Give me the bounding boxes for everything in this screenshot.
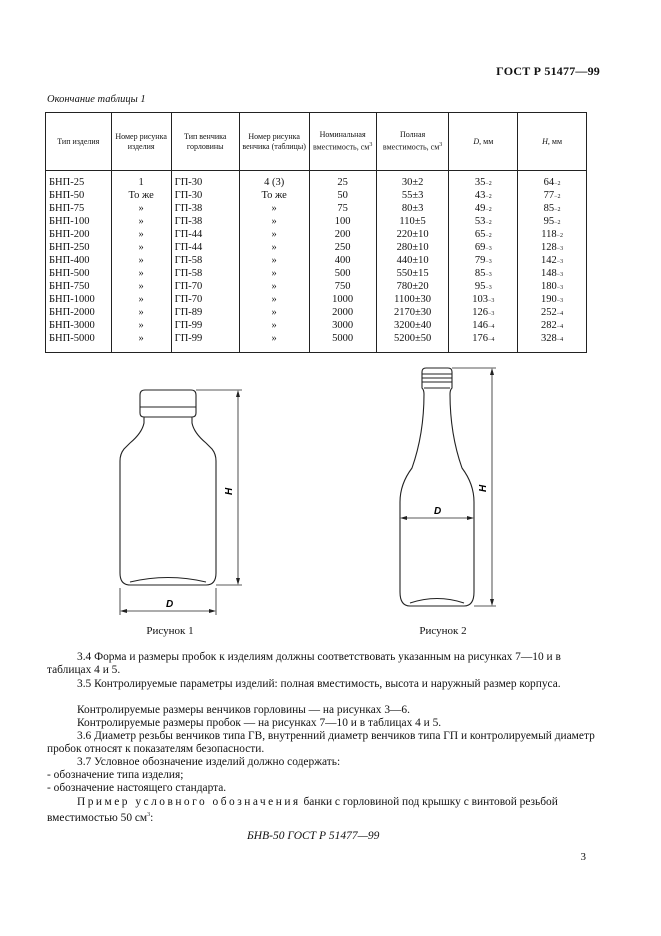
paragraph-3-5-neck: Контролируемые размеры венчиков горловины — на рисунках 3—6.: [77, 704, 410, 716]
cell-h: [518, 216, 587, 229]
cell-full-value: 30±2: [401, 177, 424, 188]
cell-figure-value: »: [138, 203, 144, 214]
cell-neck-type: [171, 281, 239, 294]
cell-type: [46, 229, 112, 242]
cell-type-value: БНП-5000: [49, 333, 95, 344]
cell-nominal-value: 3000: [332, 320, 354, 331]
paragraph-3-6: 3.6 Диаметр резьбы венчиков типа ГВ, внутренний диаметр венчиков типа ГП и контролируемый диаметр пробок относят к показателям безопасности.: [47, 730, 595, 755]
cell-figure-value: »: [138, 242, 144, 253]
cell-neck-figure: [239, 255, 309, 268]
cell-neck-type: [171, 333, 239, 353]
cell-h-tolerance: −4: [556, 311, 564, 317]
cell-full-value: 440±10: [396, 255, 429, 266]
cell-figure: [111, 171, 171, 191]
cell-nominal: [309, 320, 376, 333]
example-lead: Пример условного обозначения: [77, 796, 301, 808]
cell-h-tolerance: −3: [556, 246, 564, 252]
cell-h-value: 118: [541, 229, 557, 240]
cell-neck-type-value: ГП-38: [174, 216, 203, 227]
cell-neck-type-value: ГП-99: [174, 333, 203, 344]
cell-h-tolerance: −2: [554, 220, 561, 226]
cell-d: [449, 281, 518, 294]
table-row: [46, 229, 587, 242]
cell-h: [518, 333, 587, 353]
cell-type-value: БНП-1000: [49, 294, 95, 305]
cell-h-tolerance: −2: [554, 194, 561, 200]
cell-type-value: БНП-3000: [49, 320, 95, 331]
cell-full-value: 5200±50: [393, 333, 432, 344]
cell-figure: [111, 320, 171, 333]
cell-nominal: [309, 307, 376, 320]
cell-d-tolerance: −2: [485, 220, 492, 226]
cell-neck-type-value: ГП-58: [174, 268, 203, 279]
cell-neck-type-value: ГП-58: [174, 255, 203, 266]
col-header-type: Тип изделия: [46, 113, 112, 171]
example-sup: 3: [147, 812, 151, 818]
paragraph-3-5: 3.5 Контролируемые параметры изделий: полная вместимость, высота и наружный размер корпуса.: [77, 678, 561, 690]
col-header-nominal: Номинальная вместимость, $см^3$: [309, 113, 376, 171]
figure-1-drawing: [108, 385, 258, 625]
cell-figure: [111, 203, 171, 216]
cell-h-value: 64: [543, 177, 555, 188]
cell-d: [449, 242, 518, 255]
cell-nominal: [309, 229, 376, 242]
cell-type-value: БНП-2000: [49, 307, 95, 318]
cell-d: [449, 190, 518, 203]
cell-nominal-value: 25: [337, 177, 348, 188]
cell-d: [449, 333, 518, 353]
cell-neck-figure-value: »: [271, 255, 277, 266]
cell-d-tolerance: −4: [487, 337, 495, 343]
cell-neck-figure-value: »: [271, 281, 277, 292]
cell-figure-value: »: [138, 255, 144, 266]
cell-figure-value: 1: [138, 177, 144, 188]
cell-h-tolerance: −3: [556, 285, 564, 291]
paragraph-3-5-caps: Контролируемые размеры пробок — на рисунках 7—10 и в таблицах 4 и 5.: [77, 717, 442, 729]
cell-neck-type-value: ГП-44: [174, 242, 203, 253]
table-row: [46, 190, 587, 203]
cell-type-value: БНП-500: [49, 268, 90, 279]
cell-neck-figure-value: »: [271, 203, 277, 214]
cell-neck-type-value: ГП-44: [174, 229, 203, 240]
cell-nominal: [309, 190, 376, 203]
cell-full: [376, 229, 449, 242]
cell-h-value: 128: [541, 242, 557, 253]
cell-neck-figure: [239, 216, 309, 229]
cell-full-value: 2170±30: [393, 307, 432, 318]
cell-type-value: БНП-25: [49, 177, 85, 188]
cell-d-value: 146: [472, 320, 488, 331]
cell-full: [376, 320, 449, 333]
cell-h-value: 190: [541, 294, 557, 305]
cell-neck-type-value: ГП-70: [174, 281, 203, 292]
table-row: [46, 203, 587, 216]
cell-d-tolerance: −3: [487, 298, 495, 304]
table-row: [46, 171, 587, 191]
table-row: [46, 294, 587, 307]
cell-type: [46, 190, 112, 203]
table-row: [46, 333, 587, 353]
cell-d-tolerance: −3: [487, 311, 495, 317]
col-header-figure: Номер рисунка изделия: [111, 113, 171, 171]
cell-h: [518, 171, 587, 191]
example-designation: БНВ-50 ГОСТ Р 51477—99: [247, 830, 380, 842]
cell-d: [449, 307, 518, 320]
bottle-1-outline: [120, 390, 216, 585]
cell-neck-type: [171, 171, 239, 191]
cell-full: [376, 333, 449, 353]
cell-d-tolerance: −2: [485, 194, 492, 200]
dim-h-label: H: [224, 487, 235, 495]
cell-d-tolerance: −3: [485, 285, 492, 291]
cell-figure-value: »: [138, 320, 144, 331]
cell-d: [449, 294, 518, 307]
cell-full-value: 220±10: [396, 229, 429, 240]
cell-d-value: 65: [474, 229, 486, 240]
cell-neck-figure-value: »: [271, 307, 277, 318]
figure-1-caption: Рисунок 1: [146, 625, 194, 637]
cell-type-value: БНП-75: [49, 203, 85, 214]
cell-neck-type-value: ГП-30: [174, 177, 203, 188]
cell-d: [449, 171, 518, 191]
table-header-row: [46, 113, 587, 171]
cell-type: [46, 320, 112, 333]
cell-d-tolerance: −3: [485, 259, 492, 265]
cell-neck-figure: [239, 268, 309, 281]
cell-figure-value: »: [138, 333, 144, 344]
table-caption: Окончание таблицы 1: [47, 94, 146, 105]
cell-full: [376, 171, 449, 191]
cell-nominal: [309, 242, 376, 255]
cell-h-tolerance: −2: [554, 181, 561, 187]
cell-d-tolerance: −2: [485, 207, 492, 213]
page-number: 3: [580, 851, 586, 863]
cell-figure: [111, 216, 171, 229]
cell-h-tolerance: −4: [556, 324, 564, 330]
cell-d: [449, 268, 518, 281]
cell-h: [518, 294, 587, 307]
cell-full: [376, 203, 449, 216]
cell-figure: [111, 229, 171, 242]
cell-type: [46, 268, 112, 281]
cell-d-tolerance: −2: [485, 233, 492, 239]
cell-neck-figure: [239, 190, 309, 203]
cell-nominal-value: 2000: [332, 307, 354, 318]
cell-d-tolerance: −4: [487, 324, 495, 330]
cell-neck-figure-value: »: [271, 268, 277, 279]
cell-figure-value: »: [138, 281, 144, 292]
cell-neck-figure-value: 4 (3): [264, 177, 285, 188]
cell-type: [46, 307, 112, 320]
figure-2-caption: Рисунок 2: [419, 625, 467, 637]
cell-nominal-value: 1000: [332, 294, 354, 305]
cell-neck-figure: [239, 171, 309, 191]
cell-d-value: 79: [474, 255, 486, 266]
cell-d-value: 49: [474, 203, 486, 214]
table-row: [46, 307, 587, 320]
cell-type: [46, 255, 112, 268]
cell-figure-value: »: [138, 294, 144, 305]
cell-nominal: [309, 171, 376, 191]
figure-2-drawing: [370, 364, 510, 612]
cell-neck-figure: [239, 333, 309, 353]
cell-neck-figure: [239, 242, 309, 255]
cell-neck-type: [171, 229, 239, 242]
cell-type: [46, 333, 112, 353]
cell-nominal-value: 75: [337, 203, 348, 214]
cell-figure: [111, 255, 171, 268]
spec-table: [45, 112, 587, 353]
cell-h-value: 328: [541, 333, 557, 344]
col-header-h: H, мм: [518, 113, 587, 171]
cell-figure: [111, 294, 171, 307]
cell-type: [46, 242, 112, 255]
cell-full-value: 110±5: [399, 216, 426, 227]
cell-d-value: 35: [474, 177, 486, 188]
cell-neck-figure: [239, 229, 309, 242]
list-item: - обозначение типа изделия;: [47, 769, 184, 781]
cell-type-value: БНП-50: [49, 190, 85, 201]
cell-full-value: 780±20: [396, 281, 429, 292]
paragraph-3-7: 3.7 Условное обозначение изделий должно содержать:: [77, 756, 341, 768]
cell-d-value: 85: [474, 268, 486, 279]
cell-type-value: БНП-100: [49, 216, 90, 227]
cell-neck-type: [171, 242, 239, 255]
cell-full: [376, 242, 449, 255]
cell-nominal: [309, 294, 376, 307]
cell-neck-type: [171, 320, 239, 333]
cell-full-value: 280±10: [396, 242, 429, 253]
cell-h-value: 148: [541, 268, 557, 279]
cell-full-value: 550±15: [396, 268, 429, 279]
cell-full: [376, 255, 449, 268]
cell-type: [46, 281, 112, 294]
table-row: [46, 242, 587, 255]
col-header-neck-figure: Номер рисунка венчика (таблицы): [239, 113, 309, 171]
cell-neck-type: [171, 255, 239, 268]
cell-type: [46, 171, 112, 191]
cell-figure: [111, 281, 171, 294]
cell-neck-type: [171, 268, 239, 281]
cell-nominal-value: 100: [334, 216, 351, 227]
cell-d-value: 126: [472, 307, 488, 318]
cell-neck-figure-value: »: [271, 294, 277, 305]
cell-type: [46, 203, 112, 216]
cell-nominal-value: 200: [334, 229, 351, 240]
cell-figure-value: »: [138, 307, 144, 318]
cell-figure-value: То же: [128, 190, 154, 201]
cell-full: [376, 307, 449, 320]
cell-d-tolerance: −3: [485, 246, 492, 252]
cell-neck-type-value: ГП-89: [174, 307, 203, 318]
cell-full: [376, 268, 449, 281]
cell-h: [518, 255, 587, 268]
table-row: [46, 268, 587, 281]
cell-neck-figure: [239, 294, 309, 307]
cell-d-value: 103: [472, 294, 488, 305]
cell-d: [449, 320, 518, 333]
cell-d-value: 43: [474, 190, 486, 201]
cell-full-value: 55±3: [401, 190, 424, 201]
cell-h-tolerance: −2: [556, 233, 563, 239]
bottle-2-outline: [400, 368, 474, 606]
cell-nominal-value: 500: [334, 268, 351, 279]
cell-h-value: 142: [541, 255, 557, 266]
cell-neck-type: [171, 294, 239, 307]
cell-neck-figure: [239, 307, 309, 320]
cell-full: [376, 294, 449, 307]
cell-h: [518, 190, 587, 203]
cell-h: [518, 203, 587, 216]
cell-type-value: БНП-200: [49, 229, 90, 240]
cell-nominal: [309, 203, 376, 216]
cell-figure: [111, 333, 171, 353]
cell-figure: [111, 242, 171, 255]
paragraph-3-4: 3.4 Форма и размеры пробок к изделиям должны соответствовать указанным на рисунках 7—10 и в таблицах 4 и 5.: [47, 651, 561, 676]
cell-h-value: 180: [541, 281, 557, 292]
example-paragraph: [47, 796, 599, 825]
cell-figure: [111, 307, 171, 320]
cell-full: [376, 216, 449, 229]
cell-h-value: 85: [543, 203, 555, 214]
cell-h: [518, 320, 587, 333]
cell-d-tolerance: −2: [485, 181, 492, 187]
cell-neck-type: [171, 216, 239, 229]
cell-d-value: 69: [474, 242, 486, 253]
document-code: ГОСТ Р 51477—99: [496, 64, 600, 78]
cell-d-value: 176: [472, 333, 488, 344]
cell-nominal: [309, 255, 376, 268]
cell-h-tolerance: −3: [556, 298, 564, 304]
table-row: [46, 320, 587, 333]
cell-full-value: 1100±30: [394, 294, 432, 305]
cell-nominal: [309, 216, 376, 229]
cell-full-value: 80±3: [401, 203, 424, 214]
table-row: [46, 216, 587, 229]
example-end: :: [150, 811, 154, 824]
cell-neck-figure-value: »: [271, 216, 277, 227]
cell-figure: [111, 268, 171, 281]
cell-h: [518, 268, 587, 281]
cell-full: [376, 190, 449, 203]
dim-d-label: D: [166, 599, 174, 610]
dim-d-label: D: [434, 506, 442, 517]
example-text: банки с горловиной под крышку с винтовой резьбой вместимостью 50 см: [47, 796, 558, 824]
cell-neck-type-value: ГП-38: [174, 203, 203, 214]
cell-neck-type: [171, 190, 239, 203]
cell-h-tolerance: −3: [556, 259, 564, 265]
cell-type-value: БНП-400: [49, 255, 90, 266]
cell-h-value: 282: [541, 320, 557, 331]
table-body: [46, 171, 587, 353]
cell-d: [449, 229, 518, 242]
dim-h-label: H: [478, 484, 489, 492]
cell-neck-figure-value: »: [271, 242, 277, 253]
cell-figure-value: »: [138, 229, 144, 240]
cell-neck-figure-value: »: [271, 229, 277, 240]
cell-neck-figure-value: То же: [261, 190, 287, 201]
cell-neck-figure: [239, 281, 309, 294]
cell-h-tolerance: −3: [556, 272, 564, 278]
cell-figure: [111, 190, 171, 203]
cell-d: [449, 203, 518, 216]
cell-neck-type: [171, 307, 239, 320]
cell-type-value: БНП-250: [49, 242, 90, 253]
cell-full-value: 3200±40: [393, 320, 432, 331]
cell-neck-type-value: ГП-70: [174, 294, 203, 305]
table-row: [46, 281, 587, 294]
cell-d-tolerance: −3: [485, 272, 492, 278]
cell-neck-type-value: ГП-99: [174, 320, 203, 331]
cell-d: [449, 216, 518, 229]
col-header-full: Полная вместимость, $см^3$: [376, 113, 449, 171]
cell-type: [46, 294, 112, 307]
cell-d-value: 53: [474, 216, 486, 227]
cell-h: [518, 229, 587, 242]
cell-figure-value: »: [138, 268, 144, 279]
cell-h: [518, 307, 587, 320]
cell-nominal-value: 750: [334, 281, 351, 292]
cell-nominal: [309, 268, 376, 281]
list-item: - обозначение настоящего стандарта.: [47, 782, 227, 794]
cell-h: [518, 281, 587, 294]
cell-nominal-value: 250: [334, 242, 351, 253]
cell-neck-figure: [239, 203, 309, 216]
cell-nominal-value: 50: [337, 190, 348, 201]
cell-d-value: 95: [474, 281, 486, 292]
cell-d: [449, 255, 518, 268]
cell-h-value: 77: [543, 190, 555, 201]
table-row: [46, 255, 587, 268]
cell-neck-type-value: ГП-30: [174, 190, 203, 201]
cell-neck-figure: [239, 320, 309, 333]
cell-h-tolerance: −2: [554, 207, 561, 213]
cell-neck-figure-value: »: [271, 333, 277, 344]
cell-type: [46, 216, 112, 229]
cell-neck-figure-value: »: [271, 320, 277, 331]
cell-nominal: [309, 281, 376, 294]
cell-h-value: 95: [543, 216, 555, 227]
col-header-d: D, мм: [449, 113, 518, 171]
cell-figure-value: »: [138, 216, 144, 227]
cell-nominal-value: 400: [334, 255, 351, 266]
cell-full: [376, 281, 449, 294]
cell-h-tolerance: −4: [556, 337, 564, 343]
cell-nominal-value: 5000: [332, 333, 354, 344]
cell-neck-type: [171, 203, 239, 216]
col-header-neck-type: Тип венчика горловины: [171, 113, 239, 171]
cell-type-value: БНП-750: [49, 281, 90, 292]
cell-h: [518, 242, 587, 255]
cell-nominal: [309, 333, 376, 353]
cell-h-value: 252: [541, 307, 557, 318]
